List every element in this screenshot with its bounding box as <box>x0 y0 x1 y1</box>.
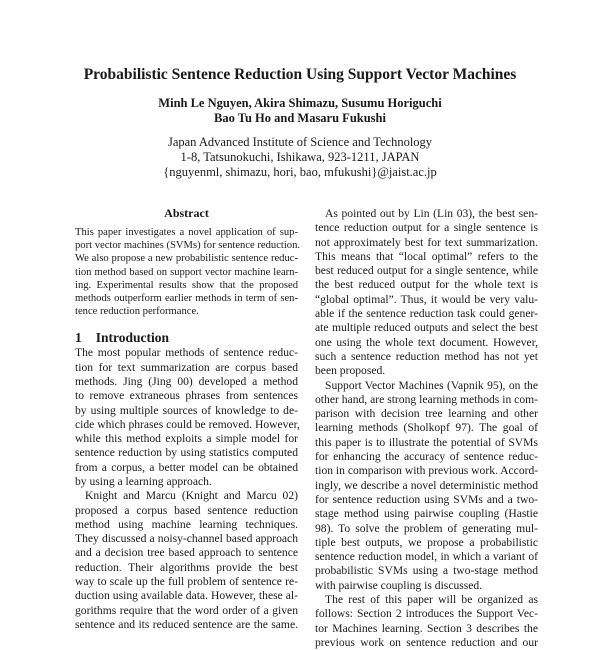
text-line: stage method using pairwise coupling (Hastie <box>315 507 538 521</box>
text-line: tence reduction output for a single sentence is <box>315 221 538 235</box>
section-title: Introduction <box>95 330 170 346</box>
text-line: able if the sentence reduction task could gener- <box>315 307 538 321</box>
text-line: tion in comparison with previous work. Accord- <box>315 464 539 478</box>
affiliation <box>0 135 600 180</box>
text-line: The rest of this paper will be organized as <box>325 593 538 607</box>
introduction-body-right <box>315 207 538 650</box>
text-line: ing. Experimental results show that the proposed <box>75 279 298 291</box>
text-line: method using machine learning techniques. <box>75 517 298 531</box>
text-line: tiple best outputs, we propose a probabilistic <box>315 535 538 549</box>
text-line: probabilistic SVMs using a two-stage method <box>315 564 538 578</box>
text-line: cide which phrases could be removed. However, <box>75 417 300 431</box>
text-line: by using a learning approach. <box>75 474 212 488</box>
text-line: The most popular methods of sentence reduc- <box>75 346 298 360</box>
text-line: previous work on sentence reduction and our <box>315 635 538 649</box>
text-line: learning methods (Sholkopf 97). The goal of <box>315 421 538 435</box>
authors-line: Bao Tu Ho and Masaru Fukushi <box>214 111 386 125</box>
text-line: This paper investigates a novel application of sup- <box>75 227 298 238</box>
right-column <box>315 207 538 650</box>
abstract-heading: Abstract <box>164 206 209 220</box>
text-line: “global optimal”. Thus, it would be very valu- <box>315 292 538 306</box>
text-line: Knight and Marcu (Knight and Marcu 02) <box>85 489 298 503</box>
text-line: parison with decision tree learning and other <box>315 407 538 421</box>
text-line: duction using available data. However, these al- <box>75 589 298 603</box>
text-line: and a decision tree based approach to sentence <box>75 546 298 560</box>
text-line: methods. Jing (Jing 00) developed a method <box>75 374 298 388</box>
text-line: from a corpus, a better model can be obtained <box>75 460 298 474</box>
text-line: This means that “local optimal” refers to the <box>315 249 538 263</box>
section-number: 1 <box>75 330 82 346</box>
text-line: reduction. Their algorithms provide the best <box>75 560 298 574</box>
affiliation-institute: Japan Advanced Institute of Science and Technology <box>167 135 433 149</box>
abstract-body <box>75 226 301 318</box>
text-line: such a sentence reduction method has not yet <box>315 349 538 363</box>
text-line: by using multiple sources of knowledge to de- <box>75 403 298 417</box>
text-line: Support Vector Machines (Vapnik 95), on the <box>325 378 538 392</box>
text-line: As pointed out by Lin (Lin 03), the best sen- <box>325 207 538 220</box>
text-line: We also propose a new probabilistic sentence reduc- <box>75 253 298 265</box>
text-line: gorithms require that the word order of a given <box>75 603 298 617</box>
text-line: with pairwise coupling is discussed. <box>315 578 483 592</box>
section-heading-introduction <box>75 324 298 346</box>
text-line: ate multiple reduced outputs and select the best <box>315 321 538 335</box>
text-line: other hand, are strong learning methods in com- <box>315 392 538 406</box>
text-line: tor Machines learning. Section 3 describes the <box>315 621 538 635</box>
author-list <box>0 96 600 126</box>
text-line: best reduced output for a single sentence, while <box>315 264 538 278</box>
text-line: way to scale up the full problem of sentence re- <box>75 575 298 589</box>
text-line: tion method based on support vector machine learn- <box>75 266 298 278</box>
text-line: tion for text summarization are corpus based <box>75 360 298 374</box>
text-line: proposed a corpus based sentence reduction <box>75 503 298 517</box>
text-line: They discussed a noisy-channel based approach <box>75 532 298 546</box>
text-line: sentence and its reduced sentence are the same. <box>75 617 298 631</box>
text-line: for enhancing the accuracy of sentence reduc- <box>315 450 538 464</box>
text-line: sentence reduction model, in which a variant of <box>315 550 538 564</box>
left-column <box>75 206 301 632</box>
text-line: follows: Section 2 introduces the Support Vec- <box>315 607 538 621</box>
text-line: ingly, we describe a novel deterministic method <box>315 478 538 492</box>
text-line: one using the whole text document. However, <box>315 335 538 349</box>
text-line: not approximately best for text summarization. <box>315 235 538 249</box>
text-line: been proposed. <box>315 364 386 378</box>
text-line: while this method exploits a simple model for <box>75 432 298 446</box>
affiliation-emails: {nguyenml, shimazu, hori, bao, mfukushi}@jaist.ac.jp <box>163 165 437 179</box>
text-line: 98). To solve the problem of generating mul- <box>315 521 538 535</box>
text-line: to remove extraneous phrases from sentences <box>75 389 298 403</box>
text-line: for sentence reduction using SVMs and a two- <box>315 492 538 506</box>
text-line: port vector machines (SVMs) for sentence reduction. <box>75 240 301 252</box>
paper-title: Probabilistic Sentence Reduction Using Support Vector Machines <box>83 66 517 83</box>
affiliation-address: 1-8, Tatsunokuchi, Ishikawa, 923-1211, JAPAN <box>180 150 420 164</box>
authors-line: Minh Le Nguyen, Akira Shimazu, Susumu Horiguchi <box>158 96 442 110</box>
text-line: sentence reduction by using statistics computed <box>75 446 298 460</box>
text-line: this paper is to illustrate the potential of SVMs <box>315 435 538 449</box>
text-line: methods outperform earlier methods in term of sen- <box>75 292 298 304</box>
text-line: tence reduction performance. <box>75 306 199 318</box>
introduction-body-left <box>75 346 298 632</box>
text-line: the best reduced output for the whole text is <box>315 278 538 292</box>
